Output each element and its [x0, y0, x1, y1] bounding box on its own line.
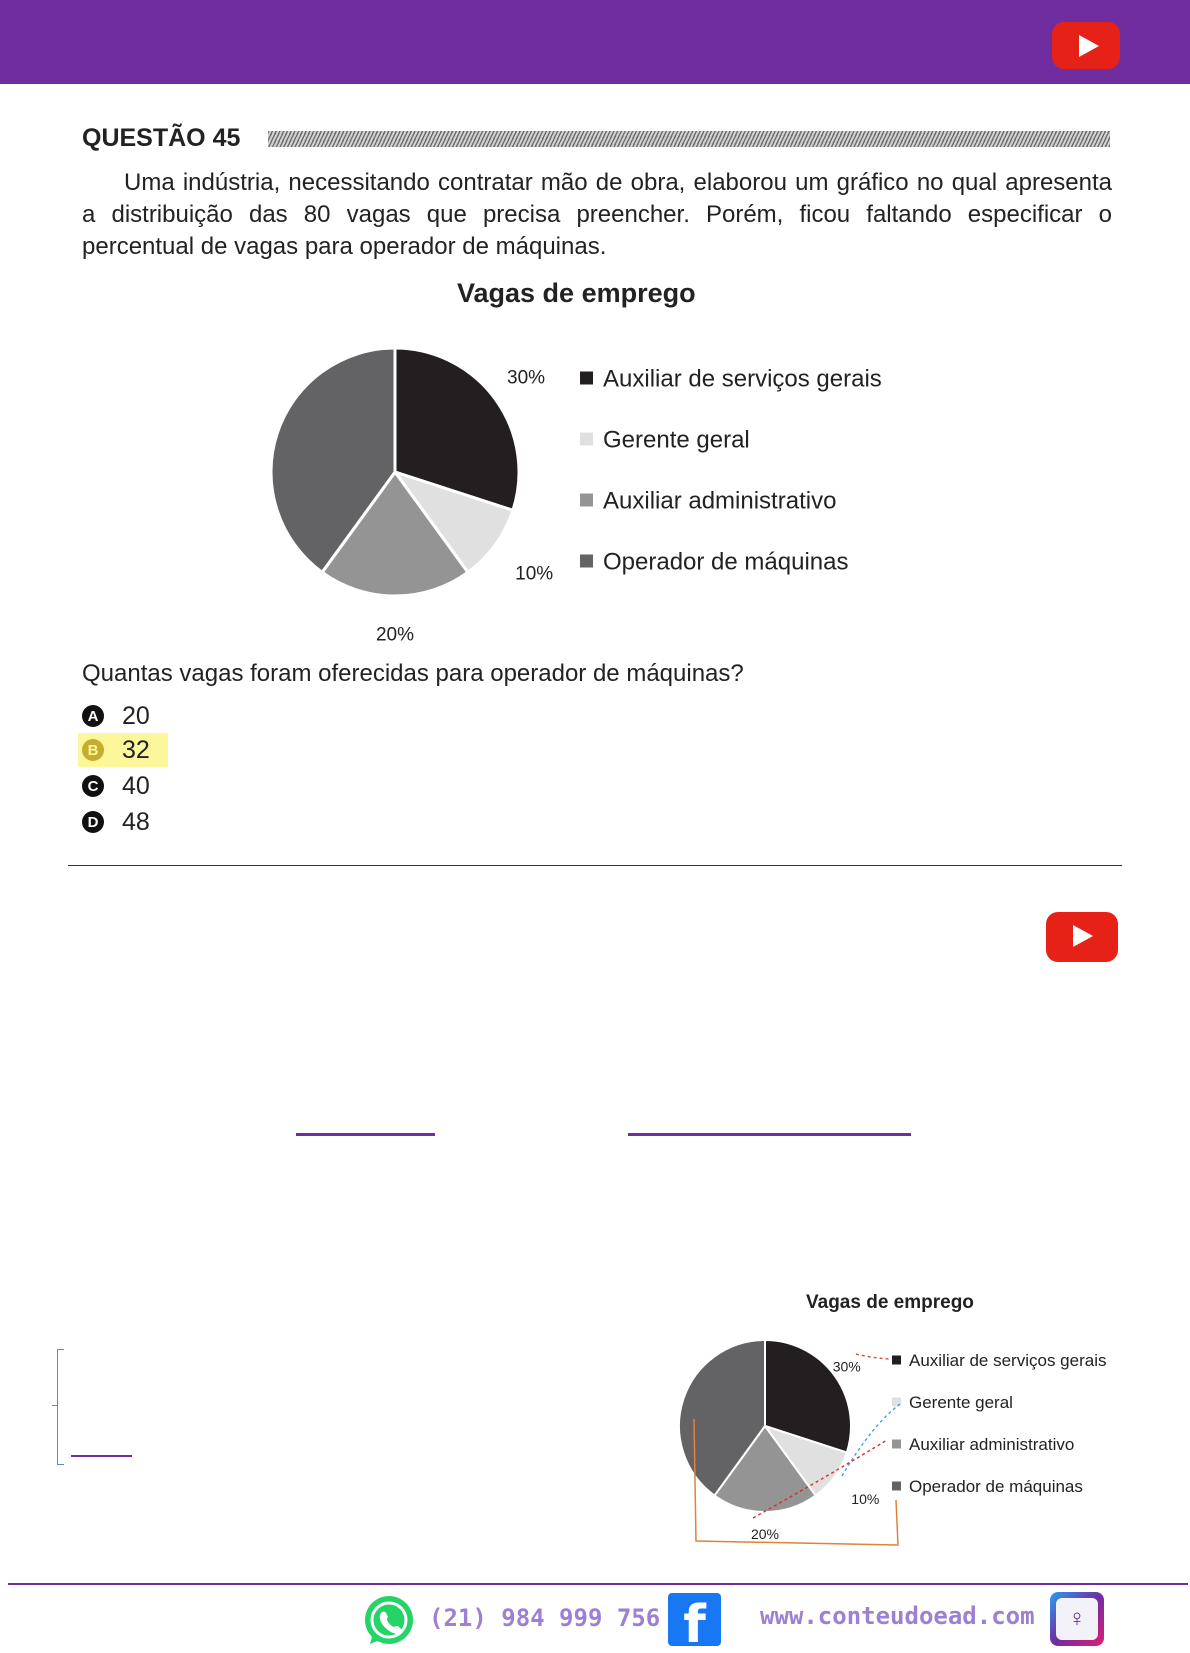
option-letter-badge: A: [82, 705, 104, 727]
chart-title-small: Vagas de emprego: [806, 1292, 974, 1313]
legend-label-operador-de-maquinas: Operador de máquinas: [603, 548, 849, 576]
legend-label-auxiliar-de-servicos-gerais: Auxiliar de serviços gerais: [603, 365, 882, 393]
option-value: 32: [122, 735, 150, 764]
whatsapp-icon[interactable]: [365, 1596, 413, 1644]
footer-website[interactable]: www.conteudoead.com: [760, 1602, 1035, 1630]
legend-label-auxiliar-administrativo: Auxiliar administrativo: [603, 487, 837, 515]
option-value: 48: [122, 807, 150, 836]
question-statement: Uma indústria, necessitando contratar mão de obra, elaborou um gráfico no qual apresenta a distribuição das 80 vagas que precisa preencher. Porém, ficou faltando especificar o percentual de vagas para operador de máquinas.: [82, 169, 1112, 260]
pie-value-label: 10%: [515, 563, 554, 585]
legend-label-gerente-geral: Gerente geral: [603, 426, 750, 454]
option-value: 40: [122, 771, 150, 800]
pie-value-label: 30%: [832, 1358, 861, 1375]
facebook-icon[interactable]: f: [668, 1593, 721, 1646]
chart-title: Vagas de emprego: [457, 278, 696, 308]
legend-label-auxiliar-administrativo: Auxiliar administrativo: [909, 1434, 1075, 1454]
lightbulb-logo-icon: ♀: [1050, 1592, 1104, 1646]
legend-label-operador-de-maquinas: Operador de máquinas: [909, 1476, 1083, 1496]
legend-label-auxiliar-de-servicos-gerais: Auxiliar de serviços gerais: [909, 1350, 1107, 1370]
option-letter-badge: D: [82, 811, 104, 833]
pie-value-label: 20%: [750, 1525, 780, 1542]
option-letter-badge: B: [82, 739, 104, 761]
question-title: QUESTÃO 45: [82, 124, 241, 152]
question-prompt: Quantas vagas foram oferecidas para operador de máquinas?: [82, 660, 744, 687]
option-value: 20: [122, 701, 150, 730]
pie-value-label: 10%: [851, 1490, 880, 1507]
pie-value-label: 20%: [375, 624, 415, 646]
legend-label-gerente-geral: Gerente geral: [909, 1392, 1013, 1412]
pie-value-label: 30%: [507, 367, 546, 389]
option-letter-badge: C: [82, 775, 104, 797]
footer-phone: (21) 984 999 756: [429, 1604, 661, 1632]
